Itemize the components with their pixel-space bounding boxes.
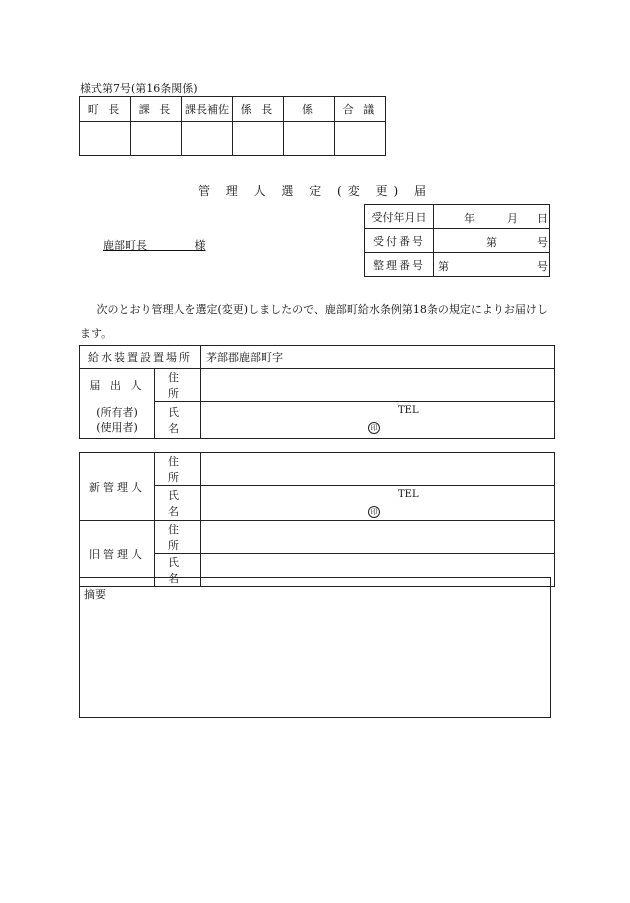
receipt-date-label: 受付年月日 <box>365 205 434 229</box>
receipt-number-prefix: 第 <box>486 236 497 249</box>
manager-table <box>79 452 555 587</box>
seal-mark: 印 <box>368 422 380 434</box>
applicant-tel-label: TEL <box>398 405 419 416</box>
new-manager-address-label: 住 所 <box>155 453 201 486</box>
body-text: 次のとおり管理人を選定(変更)しましたので、鹿部町給水条例第18条の規定によりお届けします。 <box>80 303 548 340</box>
approval-header-section-chief: 課 長 <box>131 97 182 122</box>
applicant-role-cell <box>80 402 155 439</box>
receipt-number-field[interactable] <box>434 229 550 253</box>
document-title: 管 理 人 選 定 (変 更) 届 <box>197 184 433 198</box>
reference-number-field[interactable] <box>434 253 550 277</box>
location-label: 給水装置設置場所 <box>80 346 201 369</box>
approval-stamp-cell[interactable] <box>182 122 233 156</box>
approval-header-subsection-chief: 係 長 <box>233 97 284 122</box>
user-label: (使用者) <box>96 420 138 434</box>
reference-number-suffix: 号 <box>537 260 548 273</box>
seal-mark: 印 <box>368 506 380 518</box>
applicant-label: 届 出 人 <box>80 369 155 402</box>
new-manager-tel-label: TEL <box>398 489 419 500</box>
receipt-number-suffix: 号 <box>537 236 548 249</box>
approval-stamp-cell[interactable] <box>284 122 335 156</box>
receipt-year-unit: 年 <box>464 212 475 225</box>
new-manager-name-label: 氏 名 <box>155 486 201 521</box>
receipt-month-unit: 月 <box>507 212 518 225</box>
old-manager-address-label: 住 所 <box>155 521 201 554</box>
new-manager-label: 新管理人 <box>80 453 155 521</box>
approval-header-mayor: 町 長 <box>80 97 131 122</box>
new-manager-name-field[interactable] <box>201 486 555 521</box>
receipt-day-unit: 日 <box>537 212 548 225</box>
owner-label: (所有者) <box>96 405 138 419</box>
location-field[interactable]: 茅部郡鹿部町字 <box>201 346 555 369</box>
applicant-address-field[interactable] <box>201 369 555 402</box>
receipt-number-label: 受付番号 <box>365 229 434 253</box>
approval-stamp-cell[interactable] <box>80 122 131 156</box>
old-manager-label: 旧管理人 <box>80 521 155 587</box>
addressee: 鹿部町長 様 <box>103 239 206 252</box>
reference-number-label: 整理番号 <box>365 253 434 277</box>
old-manager-address-field[interactable] <box>201 521 555 554</box>
new-manager-address-field[interactable] <box>201 453 555 486</box>
approval-header-consultation: 合 議 <box>335 97 386 122</box>
approval-header-assistant-chief: 課長補佐 <box>182 97 233 122</box>
approval-stamp-cell[interactable] <box>335 122 386 156</box>
approval-table <box>79 96 386 156</box>
applicant-name-label: 氏 名 <box>155 402 201 439</box>
form-number: 様式第7号(第16条関係) <box>80 82 198 95</box>
remarks-box[interactable] <box>79 577 551 718</box>
receipt-date-field[interactable] <box>434 205 550 229</box>
old-manager-name-label: 氏 名 <box>155 554 201 587</box>
approval-stamp-cell[interactable] <box>233 122 284 156</box>
applicant-name-field[interactable] <box>201 402 555 439</box>
receipt-table <box>364 204 550 277</box>
applicant-table <box>79 345 555 439</box>
remarks-label: 摘要 <box>84 588 106 601</box>
approval-stamp-cell[interactable] <box>131 122 182 156</box>
approval-header-staff: 係 <box>284 97 335 122</box>
reference-number-prefix: 第 <box>438 260 449 273</box>
applicant-address-label: 住 所 <box>155 369 201 402</box>
